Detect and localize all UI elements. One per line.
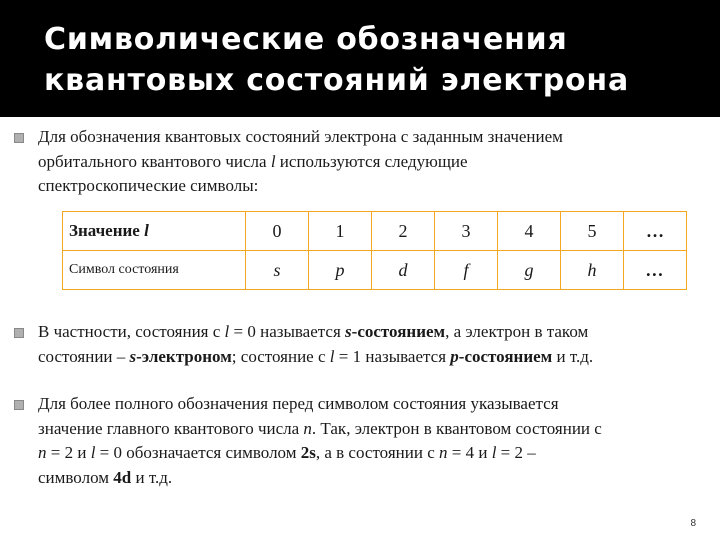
text-line: В частности, состояния с l = 0 называется s-состоянием, а электрон в таком xyxy=(38,322,589,341)
table-row-header: Значение l xyxy=(63,212,246,251)
table-cell: h xyxy=(561,251,624,290)
paragraph-full-notation xyxy=(38,392,710,490)
text-line: орбитального квантового числа l используются следующие xyxy=(38,151,468,171)
table-cell: 2 xyxy=(372,212,435,251)
table-cell: 4 xyxy=(498,212,561,251)
table-cell: 5 xyxy=(561,212,624,251)
table-cell: g xyxy=(498,251,561,290)
table-cell: 0 xyxy=(246,212,309,251)
table-cell: … xyxy=(624,212,687,251)
text-line: символом 4d и т.д. xyxy=(38,467,173,487)
table-cell: f xyxy=(435,251,498,290)
table-cell: s xyxy=(246,251,309,290)
bullet-icon xyxy=(14,328,24,338)
table-cell: p xyxy=(309,251,372,290)
text-line: спектроскопические символы: xyxy=(38,176,259,195)
table-row-values xyxy=(63,212,687,251)
table-cell: d xyxy=(372,251,435,290)
table-row-symbols xyxy=(63,251,687,290)
bullet-icon xyxy=(14,133,24,143)
page-number: 8 xyxy=(690,518,696,529)
text-line: состоянии – s-электроном; состояние с l = 1 называется p-состоянием и т.д. xyxy=(38,346,594,366)
spectroscopic-symbols-table xyxy=(62,211,687,290)
table-cell: 1 xyxy=(309,212,372,251)
title-bar xyxy=(0,0,720,117)
text-line: значение главного квантового числа n. Так, электрон в квантовом состоянии с xyxy=(38,418,602,438)
paragraph-intro xyxy=(38,125,710,199)
slide-title-line-2: квантовых состояний электрона xyxy=(44,63,629,98)
text-line: Для более полного обозначения перед символом состояния указывается xyxy=(38,394,559,413)
text-line: Для обозначения квантовых состояний электрона с заданным значением xyxy=(38,127,563,146)
table-row-header: Символ состояния xyxy=(63,251,246,290)
paragraph-s-state xyxy=(38,320,710,369)
text-line: n = 2 и l = 0 обозначается символом 2s, а в состоянии с n = 4 и l = 2 – xyxy=(38,443,536,462)
table-cell: 3 xyxy=(435,212,498,251)
table-cell: … xyxy=(624,251,687,290)
bullet-icon xyxy=(14,400,24,410)
slide-title-line-1: Символические обозначения xyxy=(44,22,568,57)
